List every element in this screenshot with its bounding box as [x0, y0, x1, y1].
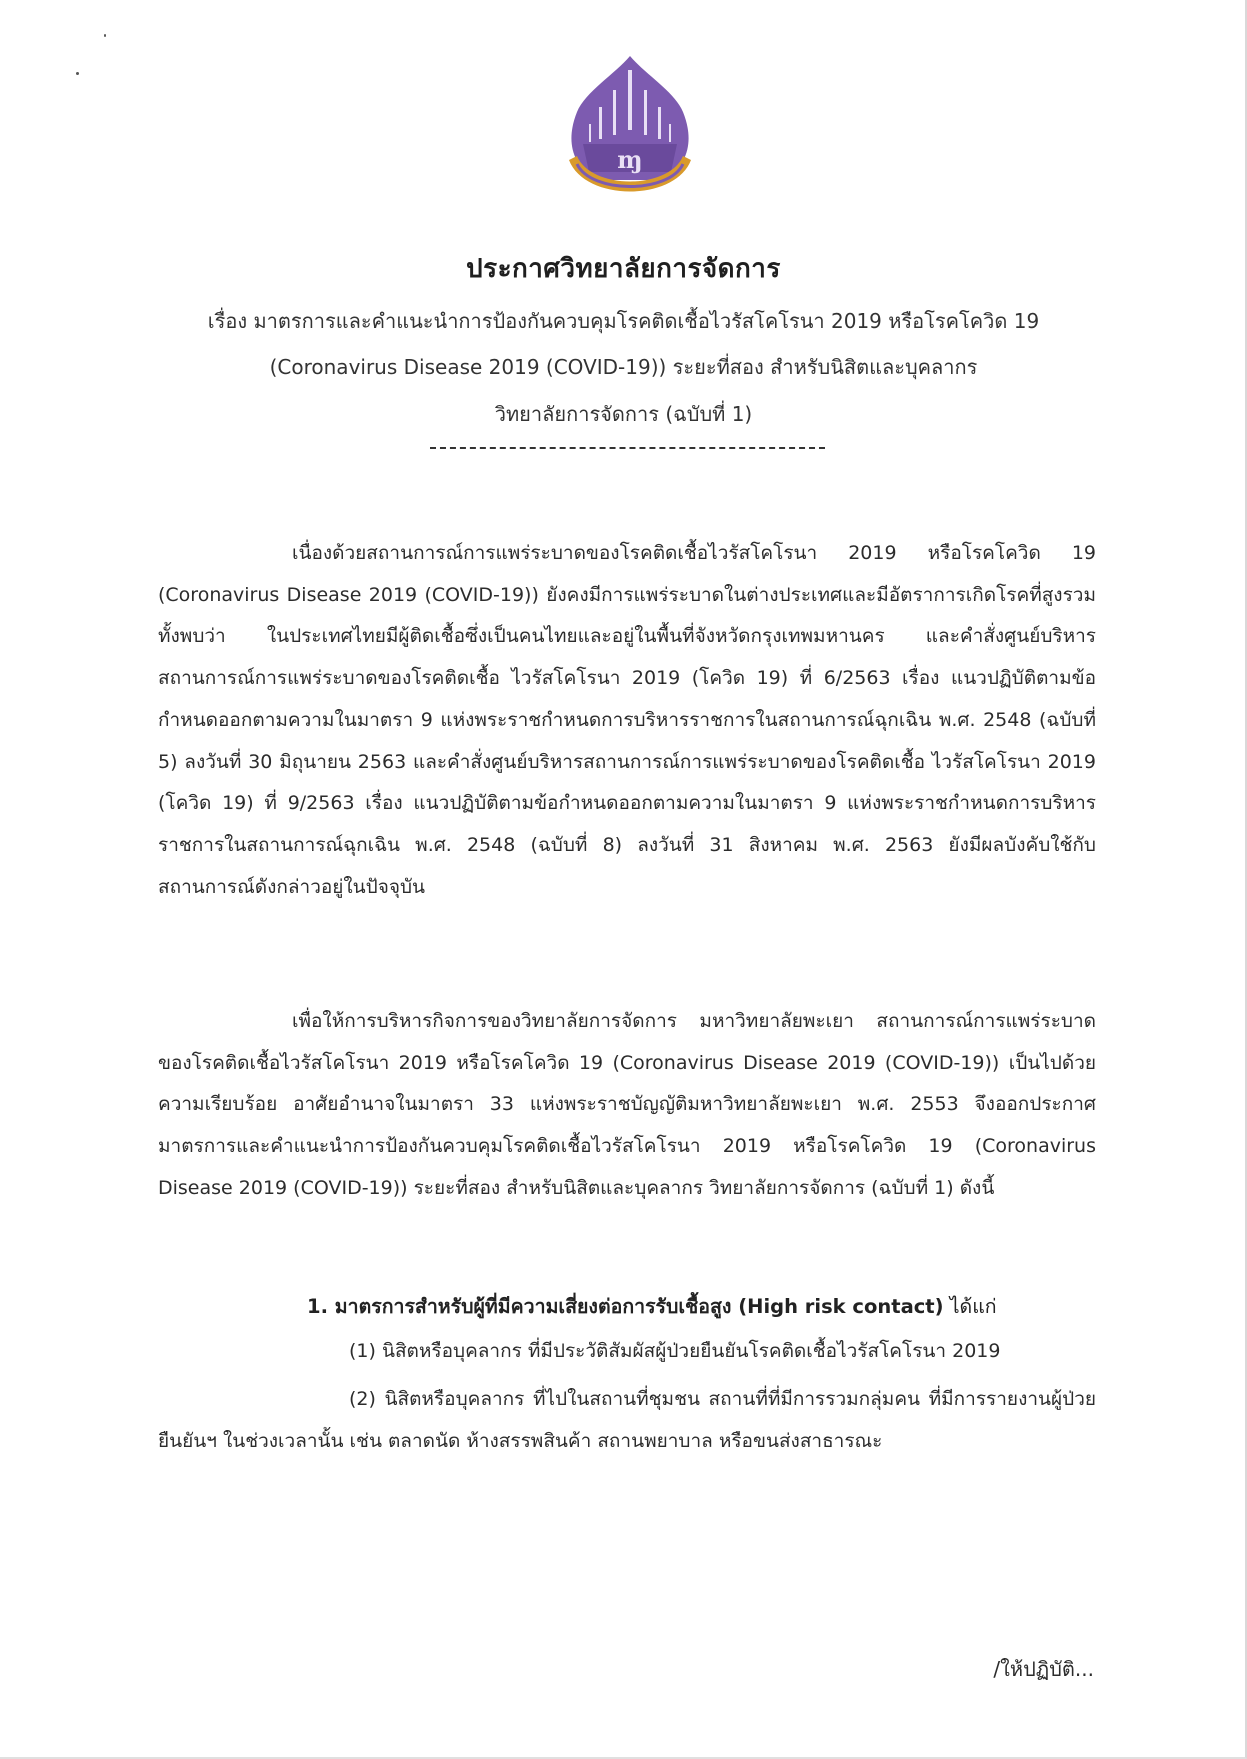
section-1-item-2: (2) นิสิตหรือบุคลากร ที่ไปในสถานที่ชุมชน สถานที่ที่มีการรวมกลุ่มคน ที่มีการรายงานผู้ป่วยยืนยันฯ ในช่วงเวลานั้น เช่น ตลาดนัด ห้างสรรพสินค้า สถานพยาบาล หรือขนส่งสาธารณะ	[158, 1388, 1096, 1452]
paragraph-1: เนื่องด้วยสถานการณ์การแพร่ระบาดของโรคติดเชื้อไวรัสโคโรนา 2019 หรือโรคโควิด 19 (Coronavirus Disease 2019 (COVID-19)) ยังคงมีการแพร่ระบาดในต่างประเทศและมีอัตราการเกิดโรคที่สูงรวมทั้งพบว่า ในประเทศไทยมีผู้ติดเชื้อซึ่งเป็นคนไทยและอยู่ในพื้นที่จังหวัดกรุงเทพมหานคร และคำสั่งศูนย์บริหารสถานการณ์การแพร่ระบาดของโรคติดเชื้อ ไวรัสโคโรนา 2019 (โควิด 19) ที่ 6/2563 เรื่อง แนวปฏิบัติตามข้อกำหนดออกตามความในมาตรา 9 แห่งพระราชกำหนดการบริหารราชการในสถานการณ์ฉุกเฉิน พ.ศ. 2548 (ฉบับที่ 5) ลงวันที่ 30 มิถุนายน 2563 และคำสั่งศูนย์บริหารสถานการณ์การแพร่ระบาดของโรคติดเชื้อ ไวรัสโคโรนา 2019 (โควิด 19) ที่ 9/2563 เรื่อง แนวปฏิบัติตามข้อกำหนดออกตามความในมาตรา 9 แห่งพระราชกำหนดการบริหารราชการในสถานการณ์ฉุกเฉิน พ.ศ. 2548 (ฉบับที่ 8) ลงวันที่ 31 สิงหาคม พ.ศ. 2563 ยังมีผลบังคับใช้กับสถานการณ์ดังกล่าวอยู่ในปัจจุบัน	[158, 542, 1096, 898]
subject-line-2: (Coronavirus Disease 2019 (COVID-19)) ระยะที่สอง สำหรับนิสิตและบุคลากร	[269, 355, 978, 379]
subject-line-3: วิทยาลัยการจัดการ (ฉบับที่ 1)	[494, 402, 753, 426]
section-1-heading-suffix: ได้แก่	[943, 1295, 997, 1318]
announcement-title: ประกาศวิทยาลัยการจัดการ	[466, 254, 781, 284]
section-1-heading-text: 1. มาตรการสำหรับผู้ที่มีความเสี่ยงต่อการรับเชื้อสูง (High risk contact)	[307, 1295, 944, 1318]
subject-line-1: เรื่อง มาตรการและคำแนะนำการป้องกันควบคุมโรคติดเชื้อไวรัสโคโรนา 2019 หรือโรคโควิด 19	[207, 309, 1040, 333]
section-1-heading	[307, 1291, 997, 1322]
continuation-note: /ให้ปฏิบัติ...	[993, 1657, 1094, 1681]
seal-monogram: ɱ	[617, 145, 643, 174]
scan-speck	[76, 72, 79, 75]
section-1-item-1: (1) นิสิตหรือบุคลากร ที่มีประวัติสัมผัสผู้ป่วยยืนยันโรคติดเชื้อไวรัสโคโรนา 2019	[349, 1340, 1001, 1362]
university-seal-logo	[555, 52, 705, 222]
header-divider	[430, 447, 825, 449]
paragraph-2: เพื่อให้การบริหารกิจการของวิทยาลัยการจัดการ มหาวิทยาลัยพะเยา สถานการณ์การแพร่ระบาดของโรคติดเชื้อไวรัสโคโรนา 2019 หรือโรคโควิด 19 (Coronavirus Disease 2019 (COVID-19)) เป็นไปด้วยความเรียบร้อย อาศัยอำนาจในมาตรา 33 แห่งพระราชบัญญัติมหาวิทยาลัยพะเยา พ.ศ. 2553 จึงออกประกาศมาตรการและคำแนะนำการป้องกันควบคุมโรคติดเชื้อไวรัสโคโรนา 2019 หรือโรคโควิด 19 (Coronavirus Disease 2019 (COVID-19)) ระยะที่สอง สำหรับนิสิตและบุคลากร วิทยาลัยการจัดการ (ฉบับที่ 1) ดังนี้	[158, 1010, 1096, 1199]
scan-speck	[104, 34, 106, 37]
